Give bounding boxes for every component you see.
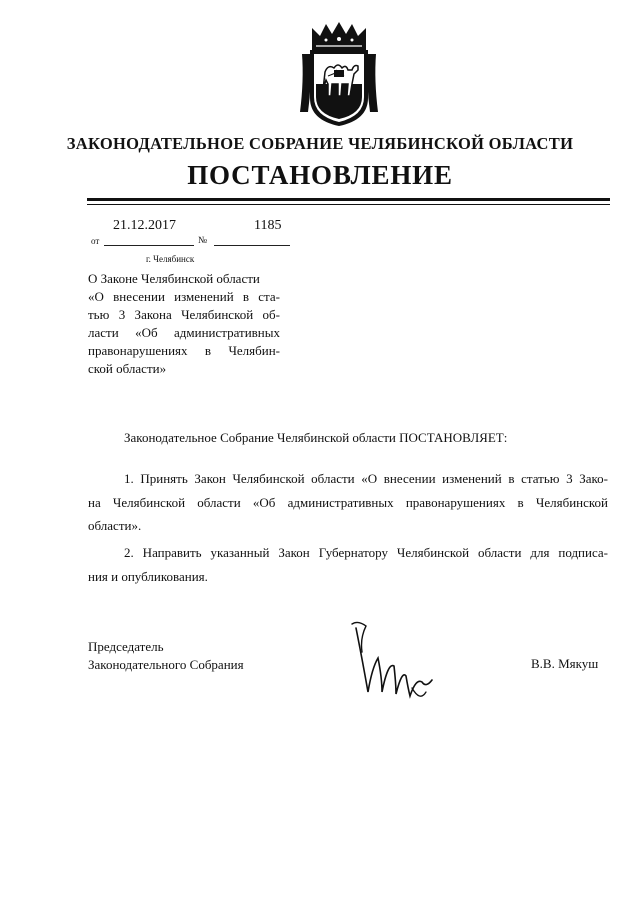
document-date: 21.12.2017 [113,218,176,233]
coat-of-arms-icon [298,20,380,128]
document-subject [88,270,280,378]
date-underline [104,245,194,246]
item-line: на Челябинской области «Об административных правонарушениях в Челябинской [88,494,608,510]
number-underline [214,245,290,246]
signer-title [88,638,244,674]
header-divider-thin [87,204,610,205]
item-line: 2. Направить указанный Закон Губернатору Челябинской области для подписа- [124,545,608,560]
document-number: 1185 [254,218,282,233]
number-sign-label: № [198,236,208,246]
item-line: 1. Принять Закон Челябинской области «О внесении изменений в статью 3 Зако- [124,471,608,486]
item-line: области». [88,518,142,533]
decree-item-1 [88,467,608,538]
city-label: г. Челябинск [146,254,195,264]
subject-line: «О внесении изменений в ста- [88,289,280,304]
subject-line: О Законе Челябинской области [88,271,260,286]
subject-line: ской области» [88,361,167,376]
decree-item-2 [88,541,608,588]
subject-line: ласти «Об административных [88,325,280,340]
subject-line: правонарушениях в Челябин- [88,343,280,358]
signer-name: В.В. Мякуш [531,656,599,671]
header-divider-thick [87,198,610,201]
signer-title-line: Председатель [88,639,164,654]
item-line: ния и опубликования. [88,568,208,584]
organization-title: ЗАКОНОДАТЕЛЬНОЕ СОБРАНИЕ ЧЕЛЯБИНСКОЙ ОБЛАСТИ [66,134,574,153]
handwritten-signature-icon [348,618,440,704]
decree-intro: Законодательное Собрание Челябинской области ПОСТАНОВЛЯЕТ: [124,430,508,445]
document-type-heading: ПОСТАНОВЛЕНИЕ [187,160,453,190]
date-prefix-label: от [91,236,100,246]
subject-line: тью 3 Закона Челябинской об- [88,307,280,322]
signer-title-line: Законодательного Собрания [88,657,244,672]
